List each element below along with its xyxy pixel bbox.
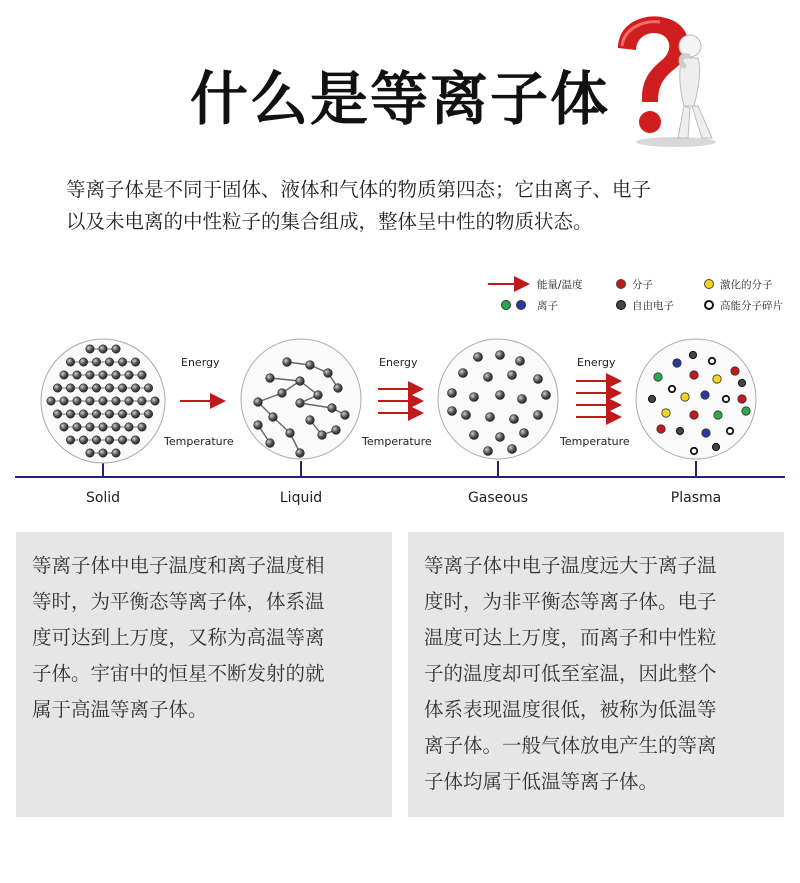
gas-particle [470, 431, 479, 440]
gas-particle [542, 391, 551, 400]
gas-particle [484, 447, 493, 456]
liquid-particle [296, 449, 305, 458]
liquid-particle [341, 411, 350, 420]
legend-molecule: 分子 [632, 279, 653, 291]
solid-particle [73, 397, 81, 405]
page-title: 什么是等离子体 [189, 65, 610, 133]
gas-particle [496, 351, 505, 360]
solid-particle [73, 371, 81, 379]
energy-label: Energy [379, 356, 418, 369]
solid-particle [53, 410, 61, 418]
solid-particle [86, 345, 94, 353]
solid-particle [99, 423, 107, 431]
molecule-fragment [723, 396, 729, 402]
solid-particle [79, 358, 87, 366]
solid-particle [66, 384, 74, 392]
gas-particle [508, 445, 517, 454]
gas-particle [510, 415, 519, 424]
gas-particle [459, 369, 468, 378]
solid-particle [66, 358, 74, 366]
solid-particle [60, 397, 68, 405]
free-electron [676, 427, 683, 434]
solid-particle [79, 436, 87, 444]
solid-particle [92, 410, 100, 418]
question-mark-figure-icon [598, 10, 748, 150]
solid-particle [105, 410, 113, 418]
gas-particle [496, 391, 505, 400]
box-text-line: 等时，为平衡态等离子体，体系温 [32, 590, 325, 613]
energy-label: Energy [577, 356, 616, 369]
excited-molecule [662, 409, 670, 417]
liquid-particle [306, 416, 315, 425]
solid-circle [41, 339, 165, 463]
intro-paragraph [66, 174, 756, 238]
solid-particle [66, 436, 74, 444]
solid-particle [79, 410, 87, 418]
molecule [738, 395, 746, 403]
solid-particle [112, 345, 120, 353]
solid-particle [112, 423, 120, 431]
solid-particle [66, 410, 74, 418]
excited-molecule-icon [705, 280, 714, 289]
solid-particle [53, 384, 61, 392]
solid-particle [60, 423, 68, 431]
gas-particle [520, 429, 529, 438]
solid-particle [125, 371, 133, 379]
liquid-particle [286, 429, 295, 438]
molecule-fragment [727, 428, 733, 434]
equilibrium-plasma-box [16, 532, 392, 817]
plasma-circle [636, 339, 756, 459]
box-text-line: 子体均属于低温等离子体。 [424, 770, 659, 793]
gas-particle [486, 413, 495, 422]
molecule-fragment [669, 386, 675, 392]
ion-blue [701, 391, 709, 399]
ion-green [654, 373, 662, 381]
legend-fragment: 高能分子碎片 [720, 300, 783, 312]
solid-particle [99, 449, 107, 457]
legend-energy-temp: 能量/温度 [537, 279, 583, 291]
solid-particle [125, 423, 133, 431]
ion-green-icon [502, 301, 511, 310]
solid-particle [105, 436, 113, 444]
box-text-line: 离子体。一般气体放电产生的等离 [424, 734, 717, 757]
liquid-particle [269, 413, 278, 422]
temperature-label: Temperature [362, 435, 432, 448]
solid-particle [86, 423, 94, 431]
solid-particle [73, 423, 81, 431]
liquid-particle [296, 377, 305, 386]
solid-particle [125, 397, 133, 405]
solid-particle [112, 449, 120, 457]
ion-blue [702, 429, 710, 437]
molecule-fragment [691, 448, 697, 454]
gas-particle [448, 389, 457, 398]
non-equilibrium-plasma-box [408, 532, 784, 817]
ion-blue-icon [517, 301, 526, 310]
solid-particle [112, 371, 120, 379]
ion-green [742, 407, 750, 415]
liquid-particle [266, 374, 275, 383]
intro-line: 等离子体是不同于固体、液体和气体的物质第四态；它由离子、电子 [66, 178, 652, 201]
solid-particle [105, 384, 113, 392]
gas-particle [470, 393, 479, 402]
solid-particle [60, 371, 68, 379]
solid-particle [92, 436, 100, 444]
gas-particle [516, 357, 525, 366]
molecule [657, 425, 665, 433]
solid-particle [118, 410, 126, 418]
free-electron [648, 395, 655, 402]
box-text-line: 度可达到上万度，又称为高温等离 [32, 626, 325, 649]
solid-particle [138, 371, 146, 379]
arrow-group-1 [163, 356, 234, 448]
box-text-line: 等离子体中电子温度和离子温度相 [32, 554, 325, 577]
free-electron-icon [617, 301, 626, 310]
liquid-particle [314, 391, 323, 400]
gaseous-circle [438, 339, 558, 459]
liquid-particle [324, 369, 333, 378]
molecule [731, 367, 739, 375]
solid-particle [92, 384, 100, 392]
free-electron [738, 379, 745, 386]
free-electron [712, 443, 719, 450]
temperature-label: Temperature [164, 435, 234, 448]
gas-particle [508, 371, 517, 380]
box-text-line: 等离子体中电子温度远大于离子温 [424, 554, 717, 577]
solid-particle [99, 397, 107, 405]
solid-particle [99, 371, 107, 379]
liquid-particle [296, 399, 305, 408]
gas-particle [484, 373, 493, 382]
box-text-line: 体系表现温度很低，被称为低温等 [424, 698, 717, 721]
gas-particle [534, 375, 543, 384]
gas-particle [462, 411, 471, 420]
box-text-line: 温度可达上万度，而离子和中性粒 [424, 626, 717, 649]
solid-particle [92, 358, 100, 366]
arrow-group-3 [559, 356, 630, 448]
arrow-group-2 [361, 356, 432, 448]
temperature-label: Temperature [560, 435, 630, 448]
liquid-particle [318, 431, 327, 440]
solid-particle [99, 345, 107, 353]
solid-particle [112, 397, 120, 405]
excited-molecule [713, 375, 721, 383]
molecule-icon [617, 280, 626, 289]
legend-excited-molecule: 激化的分子 [720, 279, 773, 291]
liquid-particle [334, 384, 343, 393]
intro-line: 以及未电离的中性粒子的集合组成，整体呈中性的物质状态。 [66, 210, 593, 233]
solid-particle [144, 384, 152, 392]
solid-particle [86, 449, 94, 457]
legend-free-electron: 自由电子 [632, 300, 674, 312]
gas-particle [534, 411, 543, 420]
box-text-line: 子体。宇宙中的恒星不断发射的就 [32, 662, 325, 685]
solid-particle [105, 358, 113, 366]
solid-particle [131, 436, 139, 444]
ion-blue [673, 359, 681, 367]
solid-particle [131, 358, 139, 366]
state-label-solid: Solid [85, 490, 121, 506]
state-label-gaseous: Gaseous [467, 490, 529, 506]
box-text-line: 子的温度却可低至室温，因此整个 [424, 662, 717, 685]
solid-particle [86, 371, 94, 379]
ion-green [714, 411, 722, 419]
legend-ion: 离子 [537, 300, 558, 312]
solid-particle [144, 410, 152, 418]
legend [488, 278, 783, 312]
solid-particle [79, 384, 87, 392]
excited-molecule [681, 393, 689, 401]
solid-particle [131, 384, 139, 392]
solid-particle [118, 384, 126, 392]
gas-particle [496, 433, 505, 442]
solid-particle [118, 358, 126, 366]
solid-particle [138, 397, 146, 405]
state-label-plasma: Plasma [670, 490, 722, 506]
molecule [690, 411, 698, 419]
solid-particle [47, 397, 55, 405]
solid-particle [138, 423, 146, 431]
gas-particle [448, 407, 457, 416]
solid-particle [118, 436, 126, 444]
solid-particle [151, 397, 159, 405]
states-of-matter-diagram [0, 265, 800, 515]
fragment-icon [705, 301, 713, 309]
liquid-particle [266, 439, 275, 448]
liquid-particle [254, 398, 263, 407]
molecule [690, 371, 698, 379]
liquid-particle [278, 389, 287, 398]
molecule-fragment [709, 358, 715, 364]
gas-particle [474, 353, 483, 362]
liquid-particle [254, 421, 263, 430]
state-label-liquid: Liquid [279, 490, 323, 506]
liquid-particle [283, 358, 292, 367]
liquid-circle [241, 339, 361, 459]
solid-particle [131, 410, 139, 418]
box-text-line: 度时，为非平衡态等离子体。电子 [424, 590, 717, 613]
box-text-line: 属于高温等离子体。 [32, 698, 208, 721]
liquid-particle [332, 426, 341, 435]
liquid-particle [328, 404, 337, 413]
gas-particle [518, 395, 527, 404]
liquid-particle [306, 361, 315, 370]
energy-label: Energy [181, 356, 220, 369]
solid-particle [86, 397, 94, 405]
free-electron [689, 351, 696, 358]
